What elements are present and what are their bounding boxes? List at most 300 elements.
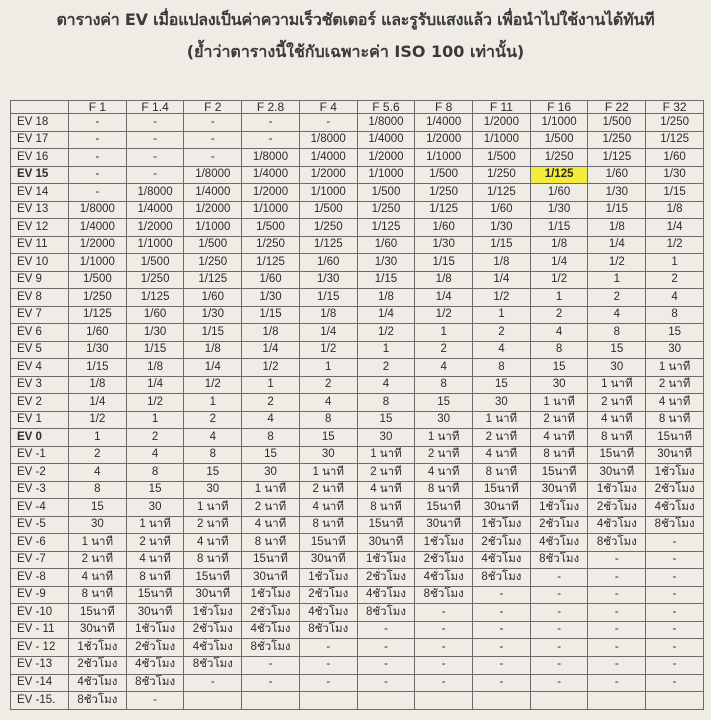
ev-label-cell: EV - 11 [11, 621, 69, 639]
shutter-speed-cell: 30นาที [242, 569, 300, 587]
shutter-speed-cell: 1ชั่วโมง [415, 534, 473, 552]
shutter-speed-cell: 4 นาที [69, 569, 127, 587]
ev-label-cell: EV 4 [11, 359, 69, 377]
ev-label-cell: EV 13 [11, 201, 69, 219]
shutter-speed-cell: 1 นาที [530, 394, 588, 412]
shutter-speed-cell: 15 [530, 359, 588, 377]
shutter-speed-cell: 8 [69, 481, 127, 499]
shutter-speed-cell: 1 นาที [588, 376, 646, 394]
shutter-speed-cell: 4ชั่วโมง [646, 499, 704, 517]
shutter-speed-cell: - [473, 656, 531, 674]
shutter-speed-cell: 30นาที [126, 604, 184, 622]
shutter-speed-cell: 4 นาที [588, 411, 646, 429]
shutter-speed-cell: 1 [299, 359, 357, 377]
shutter-speed-cell: 2 นาที [415, 446, 473, 464]
shutter-speed-cell: 1/1000 [473, 131, 531, 149]
shutter-speed-cell: - [415, 604, 473, 622]
shutter-speed-cell: 1/60 [646, 149, 704, 167]
shutter-speed-cell: 30นาที [299, 551, 357, 569]
shutter-speed-cell: 1/8 [184, 341, 242, 359]
shutter-speed-cell: 1/4000 [415, 114, 473, 132]
ev-label-cell: EV -14 [11, 674, 69, 692]
shutter-speed-cell: 1 นาที [126, 516, 184, 534]
shutter-speed-cell: 8 นาที [184, 551, 242, 569]
column-header: F 2 [184, 101, 242, 114]
ev-label-cell: EV 12 [11, 219, 69, 237]
shutter-speed-cell: 1/30 [126, 324, 184, 342]
shutter-speed-cell: 30 [299, 446, 357, 464]
shutter-speed-cell: - [646, 604, 704, 622]
shutter-speed-cell: 1/250 [299, 219, 357, 237]
shutter-speed-cell: 15 [69, 499, 127, 517]
shutter-speed-cell: 8 [126, 464, 184, 482]
shutter-speed-cell: 1 [415, 324, 473, 342]
ev-label-cell: EV 11 [11, 236, 69, 254]
shutter-speed-cell: - [69, 131, 127, 149]
shutter-speed-cell: 8ชั่วโมง [473, 569, 531, 587]
table-body [11, 114, 704, 710]
table-row [11, 674, 704, 692]
shutter-speed-cell: 2 [184, 411, 242, 429]
shutter-speed-cell: 1/8000 [242, 149, 300, 167]
shutter-speed-cell: 2ชั่วโมง [69, 656, 127, 674]
column-header: F 1.4 [126, 101, 184, 114]
shutter-speed-cell: 1/30 [299, 271, 357, 289]
table-row [11, 289, 704, 307]
shutter-speed-cell: 1/15 [415, 254, 473, 272]
header-corner-cell [11, 101, 69, 114]
shutter-speed-cell: 2 [126, 429, 184, 447]
shutter-speed-cell: 1/8 [473, 254, 531, 272]
shutter-speed-cell: 2ชั่วโมง [588, 499, 646, 517]
shutter-speed-cell: 1/8000 [126, 184, 184, 202]
shutter-speed-cell: - [646, 674, 704, 692]
shutter-speed-cell: 1/4000 [299, 149, 357, 167]
shutter-speed-cell: 30 [473, 394, 531, 412]
shutter-speed-cell: 8ชั่วโมง [299, 621, 357, 639]
shutter-speed-cell: - [357, 656, 415, 674]
ev-label-cell: EV 1 [11, 411, 69, 429]
ev-label-cell: EV -1 [11, 446, 69, 464]
shutter-speed-cell: 15 [415, 394, 473, 412]
shutter-speed-cell: 15นาที [69, 604, 127, 622]
table-row [11, 516, 704, 534]
shutter-speed-cell: 4 นาที [530, 429, 588, 447]
shutter-speed-cell: 4 [588, 306, 646, 324]
shutter-speed-cell: 1/2000 [415, 131, 473, 149]
shutter-speed-cell: - [242, 114, 300, 132]
shutter-speed-cell: 30 [184, 481, 242, 499]
shutter-speed-cell: 1/60 [415, 219, 473, 237]
shutter-speed-cell: 1 [126, 411, 184, 429]
shutter-speed-cell: 1/125 [357, 219, 415, 237]
shutter-speed-cell: 30 [69, 516, 127, 534]
shutter-speed-cell: 30นาที [473, 499, 531, 517]
shutter-speed-cell: 1/125 [415, 201, 473, 219]
ev-label-cell: EV 17 [11, 131, 69, 149]
shutter-speed-cell: 30นาที [588, 464, 646, 482]
shutter-speed-cell: 1/250 [646, 114, 704, 132]
shutter-speed-cell: 1ชั่วโมง [357, 551, 415, 569]
shutter-speed-cell: 1/4 [184, 359, 242, 377]
shutter-speed-cell: 1/8 [357, 289, 415, 307]
shutter-speed-cell: - [588, 569, 646, 587]
shutter-speed-cell: - [126, 114, 184, 132]
shutter-speed-cell: 2 นาที [357, 464, 415, 482]
shutter-speed-cell: 2ชั่วโมง [415, 551, 473, 569]
shutter-speed-cell: 1ชั่วโมง [242, 586, 300, 604]
shutter-speed-cell: - [69, 149, 127, 167]
shutter-speed-cell [415, 692, 473, 710]
shutter-speed-cell: 8 นาที [242, 534, 300, 552]
shutter-speed-cell: 1/125 [184, 271, 242, 289]
shutter-speed-cell: - [646, 656, 704, 674]
shutter-speed-cell: 15 [242, 446, 300, 464]
shutter-speed-cell: 1/500 [415, 166, 473, 184]
shutter-speed-cell: 1/8 [530, 236, 588, 254]
shutter-speed-cell: 2 นาที [184, 516, 242, 534]
shutter-speed-cell: 1 [530, 289, 588, 307]
column-header: F 1 [69, 101, 127, 114]
shutter-speed-cell: - [530, 674, 588, 692]
shutter-speed-cell: 1/4000 [126, 201, 184, 219]
ev-label-cell: EV 9 [11, 271, 69, 289]
shutter-speed-cell: 4 [126, 446, 184, 464]
shutter-speed-cell: 1/4000 [357, 131, 415, 149]
shutter-speed-cell: - [588, 586, 646, 604]
shutter-speed-cell: 1/125 [69, 306, 127, 324]
shutter-speed-cell: 1/30 [69, 341, 127, 359]
shutter-speed-cell: 4 นาที [473, 446, 531, 464]
shutter-speed-cell: 1 [357, 341, 415, 359]
shutter-speed-cell: 1/8 [299, 306, 357, 324]
shutter-speed-cell: 2ชั่วโมง [242, 604, 300, 622]
shutter-speed-cell: - [357, 621, 415, 639]
shutter-speed-cell: 1 นาที [242, 481, 300, 499]
shutter-speed-cell: - [588, 639, 646, 657]
shutter-speed-cell: 1/2 [646, 236, 704, 254]
shutter-speed-cell: 15นาที [299, 534, 357, 552]
shutter-speed-cell: 1/4000 [69, 219, 127, 237]
table-row [11, 604, 704, 622]
shutter-speed-cell: 1ชั่วโมง [69, 639, 127, 657]
shutter-speed-cell: 4 นาที [646, 394, 704, 412]
shutter-speed-cell: - [69, 166, 127, 184]
shutter-speed-cell: 1/2 [357, 324, 415, 342]
shutter-speed-cell: - [69, 114, 127, 132]
shutter-speed-cell: 1/60 [588, 166, 646, 184]
shutter-speed-cell: 30นาที [69, 621, 127, 639]
table-row [11, 149, 704, 167]
shutter-speed-cell: 8 นาที [126, 569, 184, 587]
shutter-speed-cell: 2ชั่วโมง [126, 639, 184, 657]
shutter-speed-cell: 1/8000 [357, 114, 415, 132]
shutter-speed-cell: 1/1000 [357, 166, 415, 184]
shutter-speed-cell: - [357, 639, 415, 657]
ev-label-cell: EV -4 [11, 499, 69, 517]
shutter-speed-cell: 2ชั่วโมง [646, 481, 704, 499]
shutter-speed-cell: - [530, 569, 588, 587]
shutter-speed-cell: 8ชั่วโมง [126, 674, 184, 692]
shutter-speed-cell: 2ชั่วโมง [473, 534, 531, 552]
ev-label-cell: EV - 12 [11, 639, 69, 657]
shutter-speed-cell: 8 [299, 411, 357, 429]
ev-exposure-table [10, 100, 704, 710]
shutter-speed-cell: 4 นาที [242, 516, 300, 534]
shutter-speed-cell: - [473, 604, 531, 622]
shutter-speed-cell: 4 [184, 429, 242, 447]
column-header: F 32 [646, 101, 704, 114]
shutter-speed-cell: 2 นาที [69, 551, 127, 569]
shutter-speed-cell: 2 [69, 446, 127, 464]
shutter-speed-cell: 30 [242, 464, 300, 482]
shutter-speed-cell: 4 [242, 411, 300, 429]
shutter-speed-cell: 2 นาที [588, 394, 646, 412]
shutter-speed-cell: 4 [473, 341, 531, 359]
shutter-speed-cell: - [530, 621, 588, 639]
shutter-speed-cell: 1/8 [242, 324, 300, 342]
shutter-speed-cell: 1/4 [588, 236, 646, 254]
table-row [11, 131, 704, 149]
column-header: F 2.8 [242, 101, 300, 114]
shutter-speed-cell: 1/4 [473, 271, 531, 289]
shutter-speed-cell: 1ชั่วโมง [588, 481, 646, 499]
shutter-speed-cell: 2 [299, 376, 357, 394]
shutter-speed-cell [299, 692, 357, 710]
column-header: F 4 [299, 101, 357, 114]
ev-label-cell: EV -7 [11, 551, 69, 569]
shutter-speed-cell: 30 [126, 499, 184, 517]
shutter-speed-cell: 1/60 [530, 184, 588, 202]
shutter-speed-cell: 30นาที [415, 516, 473, 534]
shutter-speed-cell: 1/2 [184, 376, 242, 394]
table-row [11, 184, 704, 202]
shutter-speed-cell: 1/500 [588, 114, 646, 132]
shutter-speed-cell: 1/500 [357, 184, 415, 202]
shutter-speed-cell: 15นาที [184, 569, 242, 587]
shutter-speed-cell: - [473, 621, 531, 639]
shutter-speed-cell: - [530, 586, 588, 604]
shutter-speed-cell: - [242, 131, 300, 149]
table-row [11, 254, 704, 272]
ev-label-cell: EV -10 [11, 604, 69, 622]
shutter-speed-cell: 1/250 [357, 201, 415, 219]
shutter-speed-cell: - [530, 604, 588, 622]
shutter-speed-cell: 8 [530, 341, 588, 359]
shutter-speed-cell [530, 692, 588, 710]
shutter-speed-cell: 1/250 [184, 254, 242, 272]
table-row [11, 271, 704, 289]
shutter-speed-cell: - [126, 166, 184, 184]
shutter-speed-cell [357, 692, 415, 710]
shutter-speed-cell: 1/2 [415, 306, 473, 324]
shutter-speed-cell: 1/15 [299, 289, 357, 307]
shutter-speed-cell: 15 [588, 341, 646, 359]
shutter-speed-cell: 1/250 [415, 184, 473, 202]
shutter-speed-cell: 1/2000 [299, 166, 357, 184]
shutter-speed-cell: 4ชั่วโมง [69, 674, 127, 692]
shutter-speed-cell: 1/4 [646, 219, 704, 237]
ev-label-cell: EV 7 [11, 306, 69, 324]
shutter-speed-cell: 1/4 [357, 306, 415, 324]
shutter-speed-cell: - [184, 674, 242, 692]
shutter-speed-cell: - [473, 674, 531, 692]
shutter-speed-cell: - [646, 551, 704, 569]
shutter-speed-cell: 4ชั่วโมง [473, 551, 531, 569]
shutter-speed-cell: 8 [415, 376, 473, 394]
shutter-speed-cell: 2ชั่วโมง [357, 569, 415, 587]
shutter-speed-cell: 1/2 [588, 254, 646, 272]
shutter-speed-cell: 8ชั่วโมง [588, 534, 646, 552]
ev-label-cell: EV 5 [11, 341, 69, 359]
shutter-speed-cell: 4 [530, 324, 588, 342]
ev-label-cell: EV 2 [11, 394, 69, 412]
shutter-speed-cell: 4ชั่วโมง [530, 534, 588, 552]
shutter-speed-cell: 4ชั่วโมง [184, 639, 242, 657]
shutter-speed-cell: 30นาที [357, 534, 415, 552]
shutter-speed-cell: 1/500 [530, 131, 588, 149]
column-header: F 16 [530, 101, 588, 114]
shutter-speed-cell: - [415, 656, 473, 674]
shutter-speed-cell: 1/250 [69, 289, 127, 307]
shutter-speed-cell: 15นาที [242, 551, 300, 569]
shutter-speed-cell: - [473, 586, 531, 604]
header [0, 0, 711, 98]
shutter-speed-cell: 1/15 [357, 271, 415, 289]
shutter-speed-cell: - [415, 639, 473, 657]
shutter-speed-cell: 15 [184, 464, 242, 482]
shutter-speed-cell: - [126, 149, 184, 167]
table-row [11, 481, 704, 499]
shutter-speed-cell: 15 [299, 429, 357, 447]
table-row [11, 359, 704, 377]
shutter-speed-cell: 1/30 [588, 184, 646, 202]
shutter-speed-cell: 1ชั่วโมง [126, 621, 184, 639]
shutter-speed-cell: 15นาที [357, 516, 415, 534]
shutter-speed-cell: 1 นาที [473, 411, 531, 429]
shutter-speed-cell: 1/60 [473, 201, 531, 219]
shutter-speed-cell: - [588, 674, 646, 692]
shutter-speed-cell: 8 [646, 306, 704, 324]
shutter-speed-cell: 2ชั่วโมง [530, 516, 588, 534]
shutter-speed-cell: 8 นาที [588, 429, 646, 447]
shutter-speed-cell: 8 [357, 394, 415, 412]
shutter-speed-cell: - [242, 674, 300, 692]
shutter-speed-cell: - [184, 114, 242, 132]
table-row [11, 341, 704, 359]
shutter-speed-cell: 1/125 [299, 236, 357, 254]
ev-label-cell: EV 10 [11, 254, 69, 272]
table-row [11, 464, 704, 482]
shutter-speed-cell: 1/8 [126, 359, 184, 377]
shutter-speed-cell: 1/15 [69, 359, 127, 377]
shutter-speed-cell: 15นาที [415, 499, 473, 517]
ev-label-cell: EV -9 [11, 586, 69, 604]
shutter-speed-cell: 1/500 [299, 201, 357, 219]
ev-table-container [10, 100, 704, 710]
shutter-speed-cell: 1/8 [588, 219, 646, 237]
table-row [11, 394, 704, 412]
shutter-speed-cell: 1/2 [473, 289, 531, 307]
shutter-speed-cell: 8 นาที [69, 586, 127, 604]
table-row [11, 639, 704, 657]
shutter-speed-cell: 1/15 [473, 236, 531, 254]
shutter-speed-cell: 1/15 [646, 184, 704, 202]
column-header: F 8 [415, 101, 473, 114]
shutter-speed-cell: 1/30 [184, 306, 242, 324]
shutter-speed-cell: 8 นาที [299, 516, 357, 534]
shutter-speed-cell: 1/15 [588, 201, 646, 219]
shutter-speed-cell: 8ชั่วโมง [69, 692, 127, 710]
shutter-speed-cell: 1/4 [242, 341, 300, 359]
ev-label-cell: EV 8 [11, 289, 69, 307]
shutter-speed-cell: 15นาที [473, 481, 531, 499]
column-header: F 11 [473, 101, 531, 114]
shutter-speed-cell: 30นาที [646, 446, 704, 464]
shutter-speed-cell: 8ชั่วโมง [646, 516, 704, 534]
shutter-speed-cell: 2 นาที [299, 481, 357, 499]
shutter-speed-cell: 15 [646, 324, 704, 342]
shutter-speed-cell: 1/2 [299, 341, 357, 359]
shutter-speed-cell: 1 นาที [646, 359, 704, 377]
shutter-speed-cell: 4 นาที [415, 464, 473, 482]
shutter-speed-cell: 15 [473, 376, 531, 394]
shutter-speed-cell: 2 นาที [126, 534, 184, 552]
shutter-speed-cell: 8 [473, 359, 531, 377]
shutter-speed-cell: 1/500 [126, 254, 184, 272]
shutter-speed-cell: 2 นาที [530, 411, 588, 429]
shutter-speed-cell: 8 นาที [646, 411, 704, 429]
shutter-speed-cell: 1/125 [242, 254, 300, 272]
shutter-speed-cell: 15นาที [646, 429, 704, 447]
shutter-speed-cell: 8ชั่วโมง [357, 604, 415, 622]
shutter-speed-cell: 2 นาที [242, 499, 300, 517]
shutter-speed-cell: 4ชั่วโมง [415, 569, 473, 587]
shutter-speed-cell: - [588, 551, 646, 569]
shutter-speed-cell: 1/4 [69, 394, 127, 412]
shutter-speed-cell: 1ชั่วโมง [184, 604, 242, 622]
shutter-speed-cell: 1/4 [299, 324, 357, 342]
shutter-speed-cell: 1/125 [588, 149, 646, 167]
shutter-speed-cell: 1/30 [357, 254, 415, 272]
shutter-speed-cell: 1ชั่วโมง [530, 499, 588, 517]
table-header-row [11, 101, 704, 114]
shutter-speed-cell: 1/15 [184, 324, 242, 342]
shutter-speed-cell: 4 นาที [126, 551, 184, 569]
shutter-speed-cell: - [69, 184, 127, 202]
shutter-speed-cell: 1 [646, 254, 704, 272]
shutter-speed-cell: 2 [588, 289, 646, 307]
shutter-speed-cell: - [415, 674, 473, 692]
shutter-speed-cell: 1/500 [69, 271, 127, 289]
shutter-speed-cell: 1/15 [126, 341, 184, 359]
highlighted-shutter-cell: 1/125 [530, 166, 588, 184]
shutter-speed-cell: 2 [242, 394, 300, 412]
table-row [11, 411, 704, 429]
shutter-speed-cell: 30 [415, 411, 473, 429]
shutter-speed-cell: 30 [530, 376, 588, 394]
shutter-speed-cell: 15 [126, 481, 184, 499]
shutter-speed-cell: 15 [357, 411, 415, 429]
shutter-speed-cell: 1/2 [530, 271, 588, 289]
shutter-speed-cell: 4ชั่วโมง [588, 516, 646, 534]
shutter-speed-cell: 2 [357, 359, 415, 377]
shutter-speed-cell: 4ชั่วโมง [299, 604, 357, 622]
shutter-speed-cell: 30 [357, 429, 415, 447]
shutter-speed-cell: 1/2 [242, 359, 300, 377]
shutter-speed-cell: 1/60 [242, 271, 300, 289]
shutter-speed-cell: 1 [69, 429, 127, 447]
